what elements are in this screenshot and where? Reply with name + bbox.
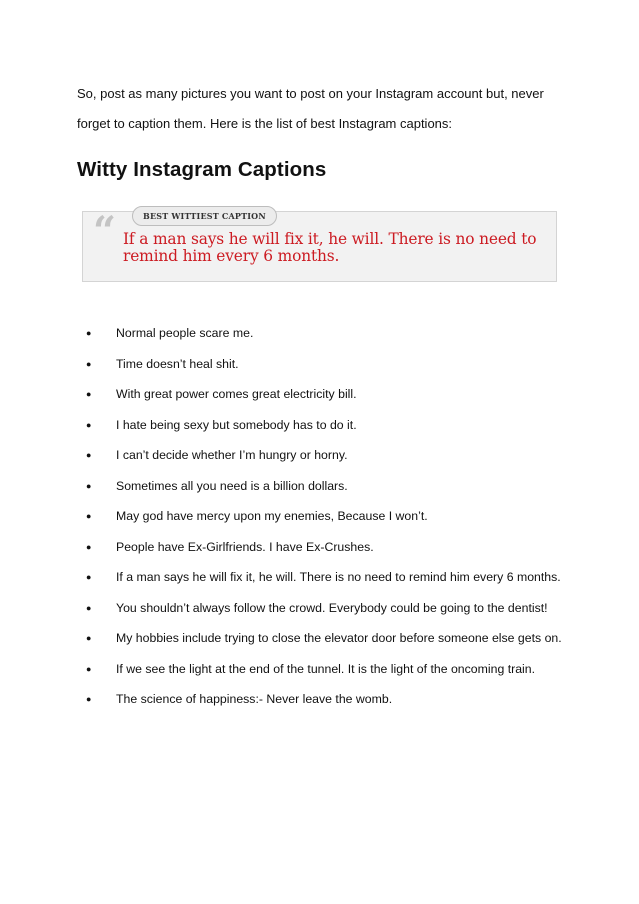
list-item-text: I hate being sexy but somebody has to do it. xyxy=(116,417,357,432)
bullet-icon: ● xyxy=(86,694,92,704)
list-item-text: With great power comes great electricity bill. xyxy=(116,387,357,401)
list-item-text: If a man says he will fix it, he will. There is no need to remind him every 6 months. xyxy=(116,570,561,584)
list-item xyxy=(77,349,577,380)
list-item-text: People have Ex-Girlfriends. I have Ex-Crushes. xyxy=(116,539,374,554)
bullet-icon: ● xyxy=(86,358,92,369)
intro-paragraph: So, post as many pictures you want to post on your Instagram account but, never forget to caption them. Here is the list of best Instagram captions: xyxy=(77,86,544,131)
bullet-icon: ● xyxy=(86,328,92,338)
bullet-icon: ● xyxy=(86,480,92,491)
list-item-text: My hobbies include trying to close the elevator door before someone else gets on. xyxy=(116,631,562,645)
list-item xyxy=(77,471,577,502)
list-item xyxy=(77,562,577,593)
list-item xyxy=(77,532,577,563)
list-item-text: Time doesn’t heal shit. xyxy=(116,356,239,371)
list-item-text: You shouldn’t always follow the crowd. Everybody could be going to the dentist! xyxy=(116,600,548,615)
bullet-icon: ● xyxy=(86,602,92,613)
list-item xyxy=(77,501,577,532)
list-item-text: The science of happiness:- Never leave the womb. xyxy=(116,692,393,706)
bullet-icon: ● xyxy=(86,633,92,643)
list-item-text: May god have mercy upon my enemies, Because I won’t. xyxy=(116,509,428,523)
list-item xyxy=(77,623,577,654)
bullet-icon: ● xyxy=(86,389,92,399)
list-item-text: Sometimes all you need is a billion dollars. xyxy=(116,478,348,493)
bullet-icon: ● xyxy=(86,572,92,582)
list-item xyxy=(77,684,577,715)
best-caption-badge: BEST WITTIEST CAPTION xyxy=(132,206,277,226)
list-item xyxy=(77,379,577,410)
featured-caption-text: If a man says he will fix it, he will. There is no need to remind him every 6 months. xyxy=(123,230,537,265)
bullet-icon: ● xyxy=(86,419,92,430)
list-item xyxy=(77,593,577,624)
list-item-text: I can’t decide whether I’m hungry or horny. xyxy=(116,448,348,462)
bullet-icon: ● xyxy=(86,541,92,552)
list-item xyxy=(77,410,577,441)
bullet-icon: ● xyxy=(86,663,92,674)
list-item xyxy=(77,440,577,471)
bullet-icon: ● xyxy=(86,511,92,521)
bullet-icon: ● xyxy=(86,450,92,460)
featured-caption-box xyxy=(82,208,557,282)
quote-mark-icon: “ xyxy=(93,208,117,255)
caption-list xyxy=(77,318,577,715)
list-item xyxy=(77,318,577,349)
section-heading: Witty Instagram Captions xyxy=(77,158,327,181)
list-item-text: If we see the light at the end of the tunnel. It is the light of the oncoming train. xyxy=(116,661,536,676)
list-item xyxy=(77,654,577,685)
list-item-text: Normal people scare me. xyxy=(116,326,254,340)
